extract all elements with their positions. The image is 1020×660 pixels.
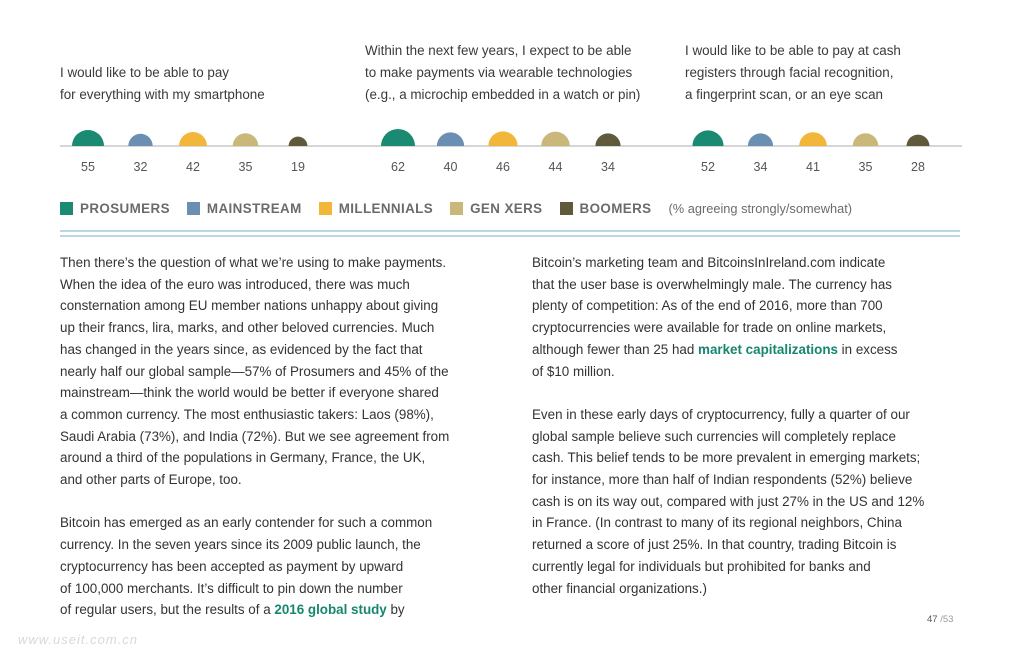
paragraph-common-currency: Then there’s the question of what we’re using to make payments. When the idea of the euro was introduced, there was much consternation among EU member nations unhappy about giving up their francs, lira, marks, and other beloved currencies. Much has changed in the years since, as evidenced by the fact that nearly half our global sample—57% of Prosumers and 45% of the mainstream—think the world would be better if everyone shared a common currency. The most enthusiastic takers: Laos (98%), Saudi Arabia (73%), and India (72%). But we see agreement from around a third of the populations in Germany, France, the UK, and other parts of Europe, too. <box>60 255 450 488</box>
semicircle-boomers-q2 <box>595 133 620 146</box>
semicircle-boomers-q3 <box>907 135 930 146</box>
legend-item-gen-xers <box>450 201 542 216</box>
legend-item-boomers <box>560 201 652 216</box>
page-separator: / <box>940 614 943 625</box>
paragraph-text: by <box>386 602 405 618</box>
paragraph-bitcoin-intro <box>60 512 500 621</box>
legend-label-mainstream: MAINSTREAM <box>206 200 302 216</box>
survey-semicircle-chart <box>0 0 1020 190</box>
value-label-mainstream-q1: 32 <box>133 160 148 174</box>
value-label-millennials-q3: 41 <box>806 160 820 174</box>
legend-swatch-boomers <box>560 202 573 215</box>
semicircle-gen-xers-q2 <box>541 132 570 146</box>
semicircle-gen-xers-q1 <box>233 133 259 146</box>
value-label-mainstream-q3: 34 <box>753 160 768 174</box>
page-number <box>927 614 953 625</box>
semicircle-millennials-q2 <box>488 131 517 146</box>
value-label-gen-xers-q2: 44 <box>548 160 563 174</box>
paragraph-text: in excess of $10 million. <box>532 341 898 379</box>
semicircle-mainstream-q1 <box>128 134 152 146</box>
paragraph-text: Bitcoin has emerged as an early contender for such a common currency. In the seven years since its 2009 public launch, the cryptocurrency has been accepted as payment by upward of 100,000 merchants. It’s difficult to pin down the number of regular users, but the results of a <box>60 515 433 618</box>
semicircle-prosumers-q2 <box>381 129 415 146</box>
chart-legend <box>60 198 852 218</box>
watermark-text: www.useit.com.cn <box>18 632 139 647</box>
link-market-capitalizations[interactable]: market capitalizations <box>698 341 838 357</box>
semicircle-millennials-q3 <box>799 132 827 146</box>
legend-item-mainstream <box>187 201 302 216</box>
paragraph-bitcoin-users <box>532 252 972 382</box>
divider-rule-top <box>60 230 960 232</box>
value-label-millennials-q1: 42 <box>186 160 200 174</box>
paragraph-text: Bitcoin’s marketing team and BitcoinsInIreland.com indicate that the user base is overwhelmingly male. The currency has plenty of competition: As of the end of 2016, more than 700 cryptocurrencies were available for trade on online markets, although fewer than 25 had <box>532 255 892 357</box>
legend-label-prosumers: PROSUMERS <box>80 200 170 216</box>
semicircle-prosumers-q1 <box>72 130 104 146</box>
value-label-prosumers-q3: 52 <box>701 160 715 174</box>
semicircle-prosumers-q3 <box>692 130 723 146</box>
value-label-mainstream-q2: 40 <box>443 160 458 174</box>
legend-note: (% agreeing strongly/somewhat) <box>668 200 853 216</box>
semicircle-boomers-q1 <box>289 137 308 146</box>
legend-swatch-prosumers <box>60 202 73 215</box>
legend-item-millennials <box>319 201 433 216</box>
value-label-boomers-q3: 28 <box>911 160 925 174</box>
question-3-text: I would like to be able to pay at cash registers through facial recognition, a fingerprint scan, or an eye scan <box>685 43 901 102</box>
page-current: 47 <box>927 614 938 625</box>
legend-swatch-millennials <box>319 202 332 215</box>
legend-label-boomers: BOOMERS <box>579 200 652 216</box>
value-label-boomers-q1: 19 <box>291 160 305 174</box>
question-2-text: Within the next few years, I expect to be able to make payments via wearable technologies (e.g., a microchip embedded in a watch or pin) <box>365 43 641 102</box>
value-label-millennials-q2: 46 <box>496 160 510 174</box>
left-text-column <box>60 252 500 643</box>
value-label-prosumers-q2: 62 <box>391 160 405 174</box>
value-label-prosumers-q1: 55 <box>81 160 95 174</box>
value-label-boomers-q2: 34 <box>601 160 615 174</box>
paragraph-replace-cash: Even in these early days of cryptocurrency, fully a quarter of our global sample believe such currencies will completely replace cash. This belief tends to be more prevalent in emerging markets; for instance, more than half of Indian respondents (52%) believe cash is on its way out, compared with just 27% in the US and 12% in France. (In contrast to many of its regional neighbors, China returned a score of just 25%. In that country, trading Bitcoin is currently legal for individuals but prohibited for banks and other financial organizations.) <box>532 406 925 596</box>
legend-item-prosumers <box>60 201 170 216</box>
legend-swatch-mainstream <box>187 202 200 215</box>
divider-rule-bottom <box>60 235 960 237</box>
semicircle-millennials-q1 <box>179 132 207 146</box>
page-total: 53 <box>942 614 954 625</box>
semicircle-mainstream-q2 <box>437 132 464 146</box>
link-2016-global-study[interactable]: 2016 global study <box>274 602 387 618</box>
question-1-text: I would like to be able to pay for everything with my smartphone <box>60 65 265 102</box>
semicircle-gen-xers-q3 <box>853 133 879 146</box>
right-text-column <box>532 252 972 621</box>
legend-label-gen-xers: GEN XERS <box>470 200 543 216</box>
legend-label-millennials: MILLENNIALS <box>338 200 434 216</box>
value-label-gen-xers-q1: 35 <box>238 160 253 174</box>
value-label-gen-xers-q3: 35 <box>858 160 873 174</box>
legend-swatch-gen-xers <box>450 202 463 215</box>
semicircle-mainstream-q3 <box>748 133 773 146</box>
